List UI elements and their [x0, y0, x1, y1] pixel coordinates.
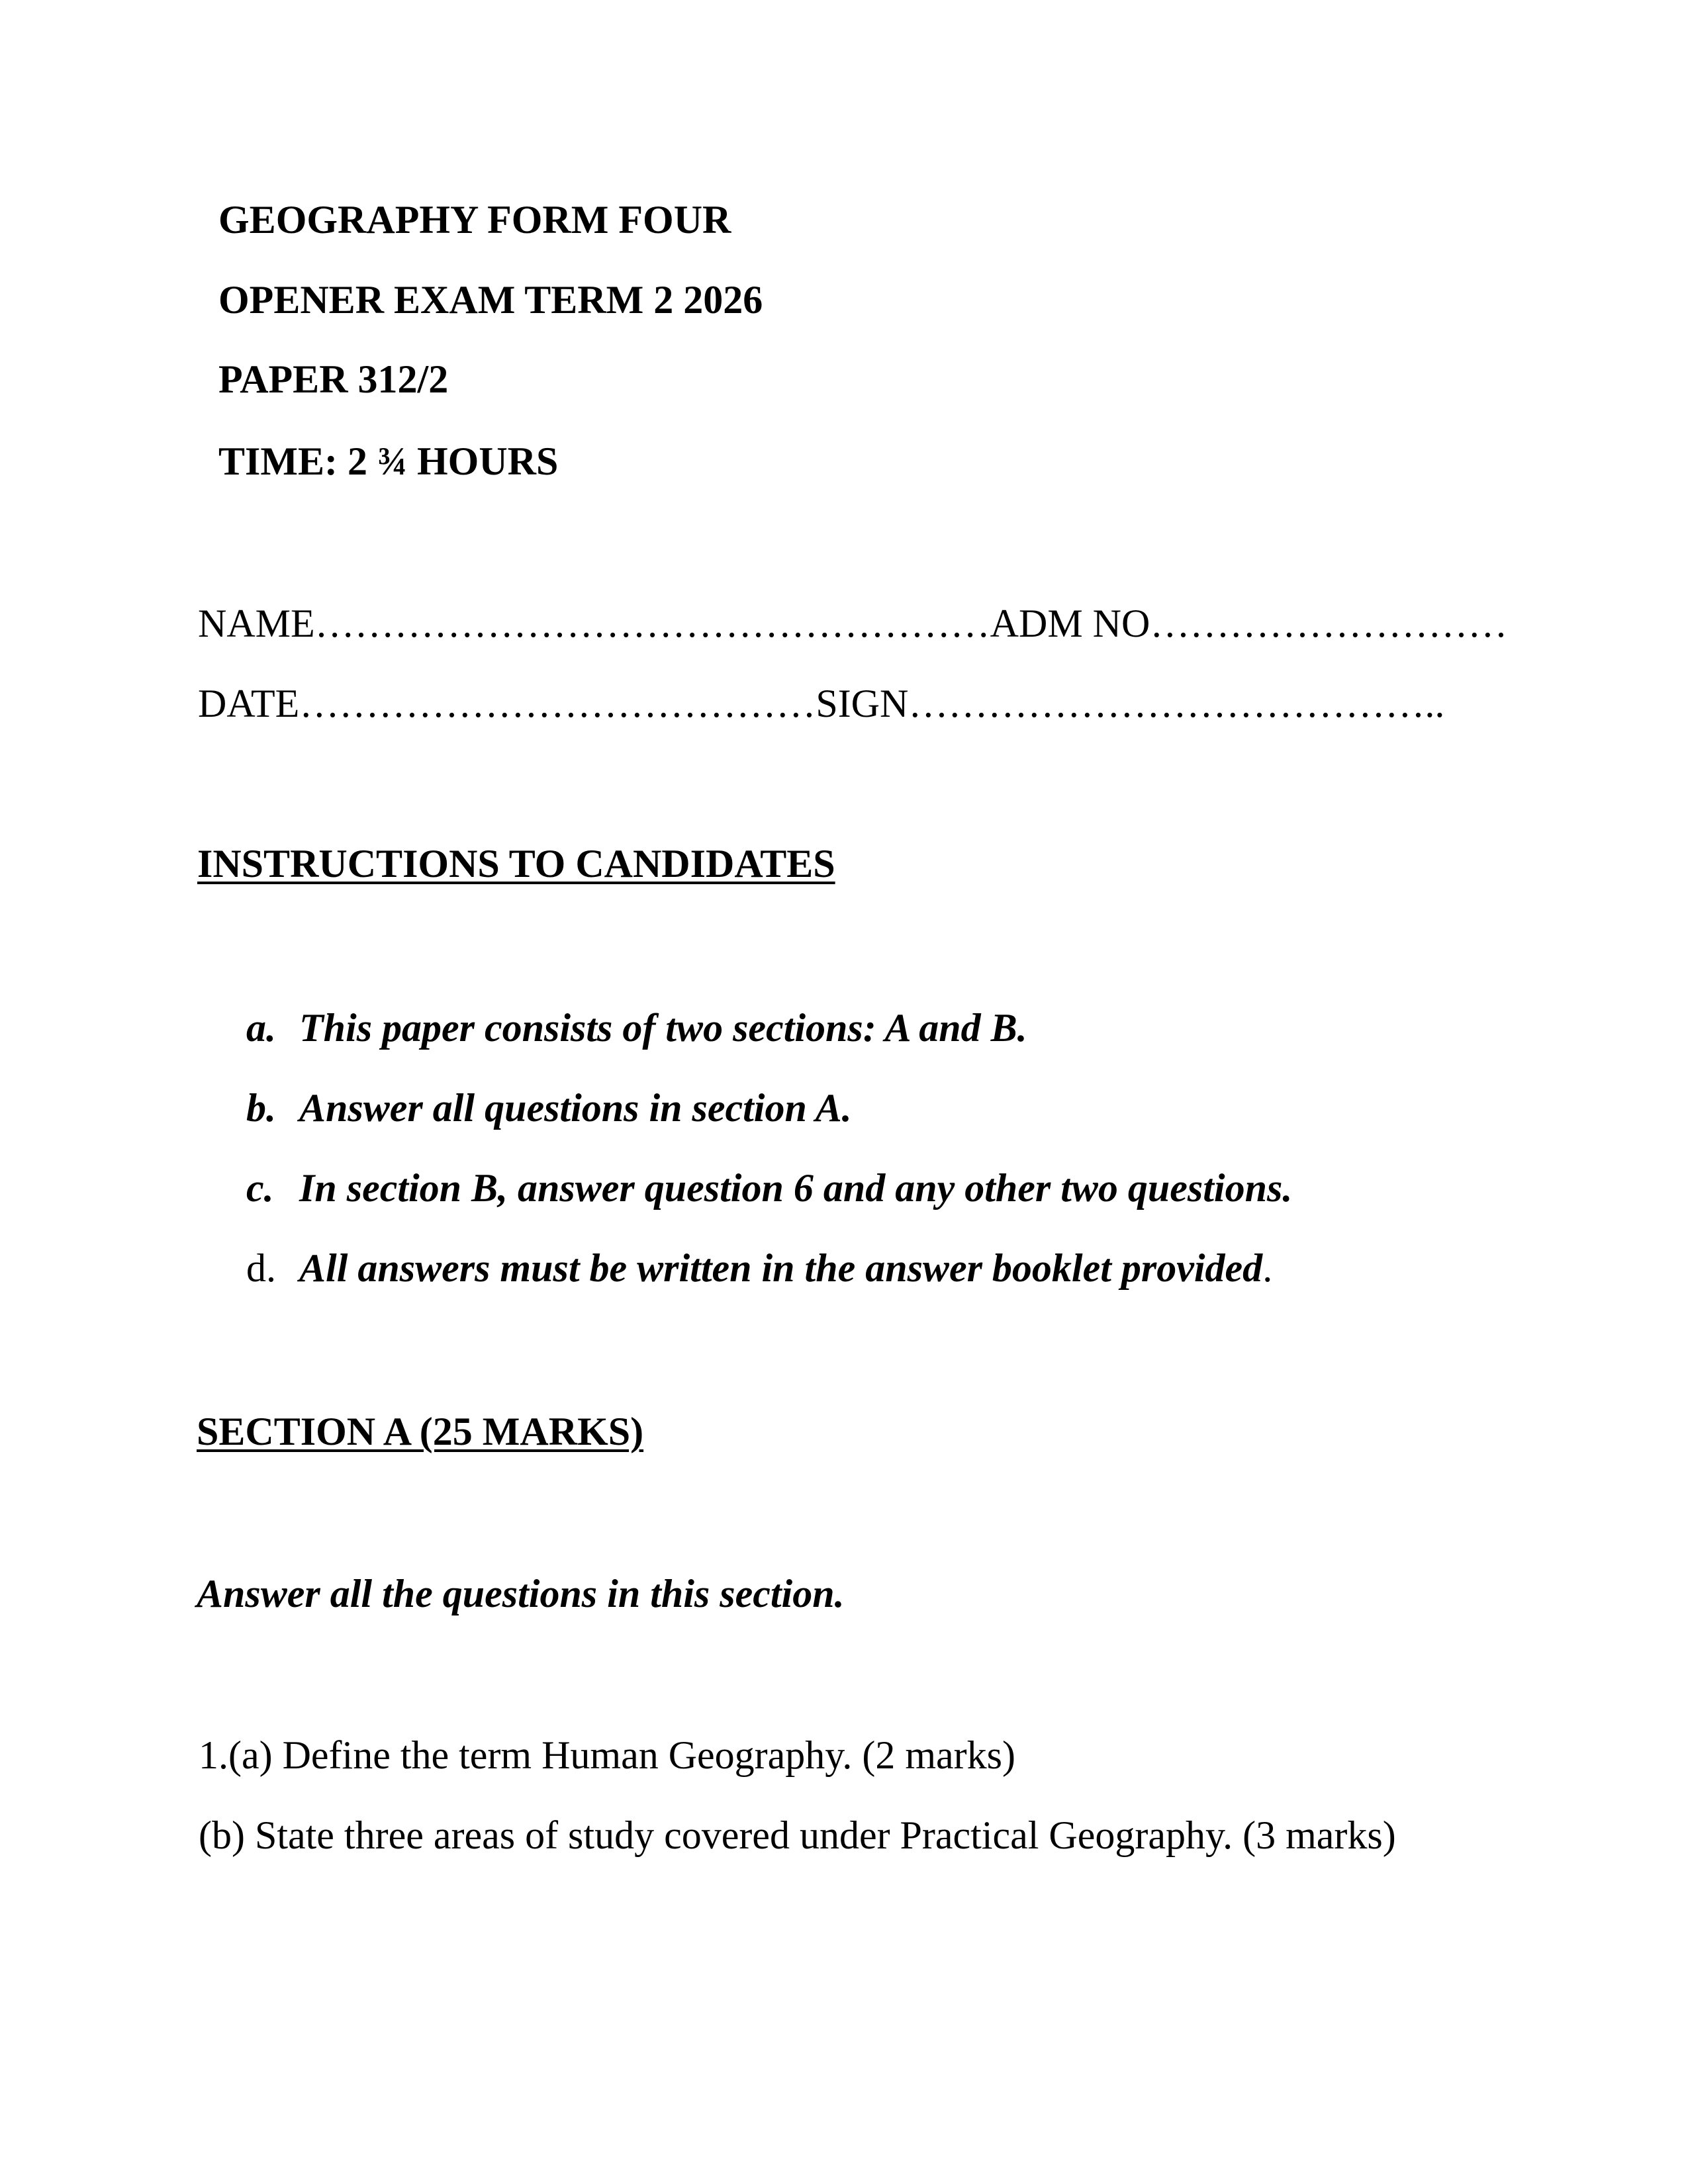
adm-no-label: ADM NO — [990, 602, 1150, 645]
section-a-instruction: Answer all the questions in this section. — [197, 1572, 845, 1615]
instruction-marker: c. — [246, 1166, 274, 1210]
header-subject: GEOGRAPHY FORM FOUR — [218, 198, 731, 242]
adm-no-field[interactable]: ……………………… — [1150, 602, 1508, 645]
sign-field[interactable]: ………………………………….. — [908, 682, 1445, 725]
header-exam-term: OPENER EXAM TERM 2 2026 — [218, 278, 763, 322]
instruction-marker: b. — [246, 1086, 276, 1130]
name-field[interactable]: …………………………………………… — [314, 602, 990, 645]
candidate-name-row — [198, 604, 1507, 643]
instruction-marker: d. — [246, 1246, 276, 1290]
section-a-heading: SECTION A (25 MARKS) — [197, 1410, 644, 1453]
instruction-item — [246, 1248, 1272, 1288]
header-paper-code: PAPER 312/2 — [218, 357, 449, 401]
sign-label: SIGN — [816, 682, 909, 725]
instruction-trailing-period: . — [1262, 1246, 1273, 1290]
candidate-date-row — [198, 684, 1444, 723]
question-1b: (b) State three areas of study covered under Practical Geography. (3 marks) — [199, 1813, 1396, 1857]
instruction-text: This paper consists of two sections: A and B. — [299, 1006, 1027, 1050]
instructions-heading: INSTRUCTIONS TO CANDIDATES — [197, 842, 835, 886]
date-label: DATE — [198, 682, 300, 725]
instruction-item — [246, 1008, 1027, 1048]
instruction-item — [246, 1168, 1292, 1208]
instruction-text: In section B, answer question 6 and any other two questions. — [299, 1166, 1293, 1210]
instruction-text: All answers must be written in the answer booklet provided — [299, 1246, 1263, 1290]
name-label: NAME — [198, 602, 315, 645]
instruction-marker: a. — [246, 1006, 276, 1050]
header-time: TIME: 2 ¾ HOURS — [218, 439, 559, 483]
instruction-item — [246, 1088, 852, 1128]
instruction-text: Answer all questions in section A. — [299, 1086, 852, 1130]
date-field[interactable]: ………………………………… — [299, 682, 816, 725]
question-1a: 1.(a) Define the term Human Geography. (2 marks) — [199, 1733, 1015, 1777]
